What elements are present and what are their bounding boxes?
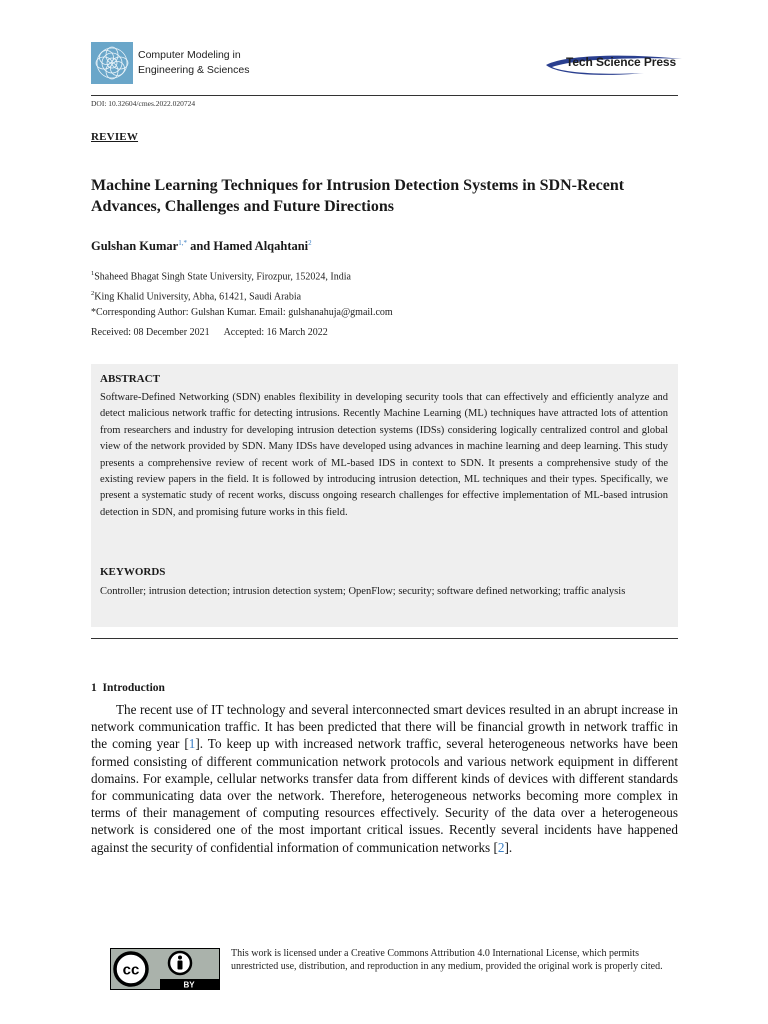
affiliation-marker: 2 [91,290,95,297]
accepted-date: Accepted: 16 March 2022 [223,327,328,338]
journal-name-line1: Computer Modeling in [138,49,241,61]
abstract-heading: ABSTRACT [100,373,160,385]
journal-name [138,48,250,78]
article-type: REVIEW [91,131,139,143]
abstract-text: Software-Defined Networking (SDN) enables flexibility in developing security tools that can effectively and efficiently analyze and detect malicious network traffic for detecting intrusions. Recently Machine Learning (ML) techniques have attracted lots of attention from researchers and industry for developing intrusion detection systems (IDSs) considering logically centralized control and global view of the network provided by SDN. Many IDSs have developed using advances in machine learning and deep learning. This study presents a comprehensive review of recent work of ML-based IDS in context to SDN. It presents a comprehensive study of the existing review papers in the field. It is followed by introducing intrusion detection, ML techniques and their types. Specifically, we present a systematic study of recent works, discuss ongoing research challenges for effective implementation of ML-based intrusion detection in SDN, and promising future works in this field. [100,392,668,518]
publisher-name: Tech Science Press [566,55,677,69]
author-affiliation-link[interactable]: 2 [308,239,312,247]
citation-link[interactable]: 1 [188,736,196,752]
author-separator: and [186,239,214,254]
cc-by-license-icon[interactable] [110,948,220,990]
author-affiliation-link[interactable]: 1,* [178,239,187,247]
paragraph-text: ]. [504,839,513,855]
paper-title: Machine Learning Techniques for Intrusion Detection Systems in SDN-Recent Advances, Challenges and Future Directions [91,177,625,215]
received-date: Received: 08 December 2021 [91,327,210,338]
journal-name-line2: Engineering & Sciences [138,64,250,76]
by-label: BY [183,980,195,990]
affiliation-text: King Khalid University, Abha, 61421, Saudi Arabia [94,291,302,303]
section-heading: 1 Introduction [91,682,165,694]
citation-link[interactable]: 2 [497,839,505,855]
author-list [91,239,312,254]
journal-logo-icon [91,42,133,84]
cc-label: cc [122,961,140,979]
license-text: This work is licensed under a Creative Commons Attribution 4.0 International License, which permits unrestricted use, distribution, and reproduction in any medium, provided the original work is properly cited. [231,948,663,972]
doi[interactable]: DOI: 10.32604/cmes.2022.020724 [91,99,196,108]
affiliation-marker: 1 [91,270,95,277]
paragraph-text: ]. To keep up with increased network traffic, several heterogeneous networks have been formed consisting of different communication network protocols and various network equipment in different domains. For example, cellular networks transfer data from different kinds of devices with different standards for communicating data over the network. Therefore, heterogeneous networks becoming more complex in terms of their management of computing resources effectively. Security of the data over a heterogeneous network is considered one of the most important critical issues. Recently several incidents have happened against the security of confidential information of communication networks [ [91,736,678,855]
abstract-box [91,364,678,627]
keywords-heading: KEYWORDS [100,566,166,578]
affiliation [91,267,351,283]
keywords-text: Controller; intrusion detection; intrusion detection system; OpenFlow; security; software defined networking; traffic analysis [100,586,626,597]
paragraph-text: The recent use of IT technology and several interconnected smart devices resulted in an abrupt increase in network communication traffic. It has been predicted that there will be financial growth in network traffic in the coming year [ [91,702,678,752]
author-name: Hamed Alqahtani [213,239,309,254]
affiliation [91,287,301,303]
introduction-paragraph [91,701,678,856]
corresponding-author: *Corresponding Author: Gulshan Kumar. Email: gulshanahuja@gmail.com [91,307,393,318]
author-name: Gulshan Kumar [91,239,179,254]
abstract-divider [91,638,678,639]
header-divider [91,95,678,96]
affiliation-text: Shaheed Bhagat Singh State University, Firozpur, 152024, India [94,271,351,283]
article-dates [91,327,328,338]
